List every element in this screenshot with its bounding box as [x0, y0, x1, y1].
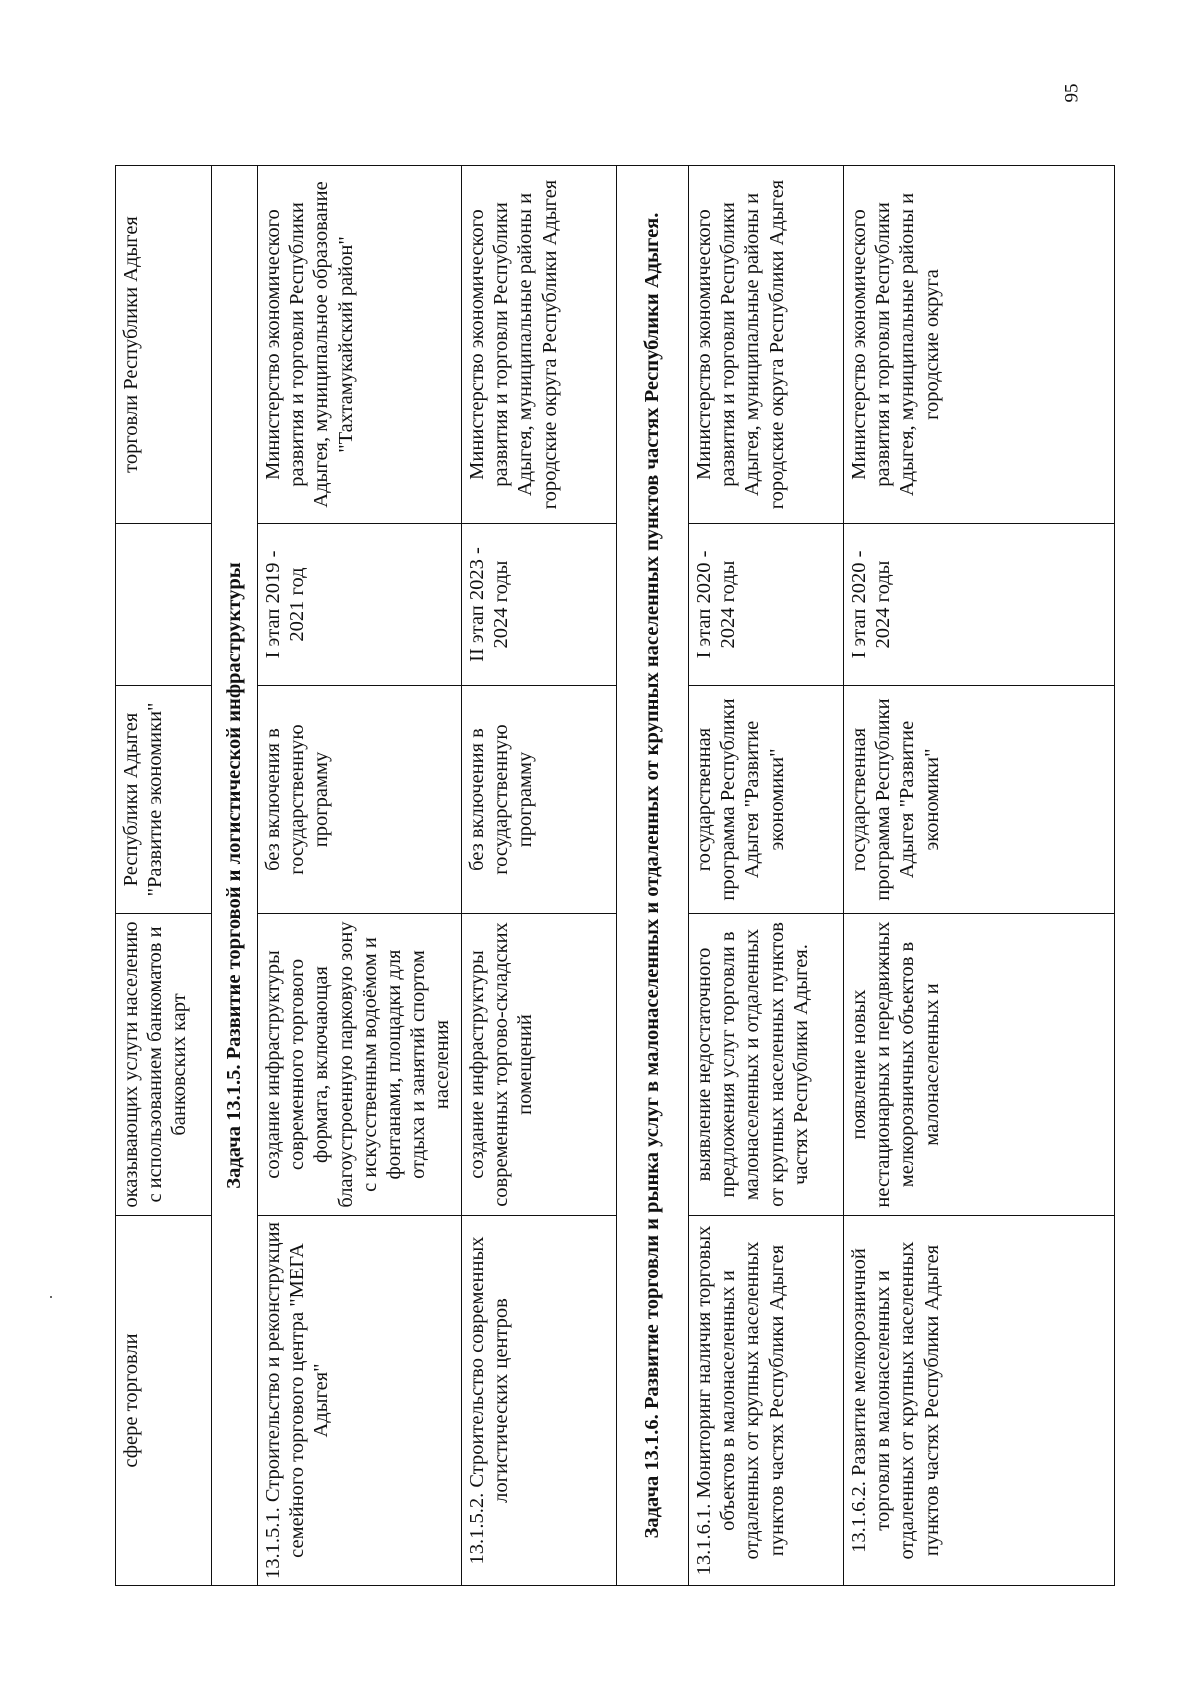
cell-program: Республики Адыгея "Развитие экономики": [116, 686, 212, 914]
cell-responsible: Министерство экономического развития и торговли Республики Адыгея, муниципальные районы и городские округа Республики Адыгея: [462, 166, 617, 524]
cell-program: государственная программа Республики Адыгея "Развитие экономики": [844, 686, 1115, 914]
table-row: [689, 166, 844, 1586]
table-row: [258, 166, 462, 1586]
cell-measure: сфере торговли: [116, 1216, 212, 1586]
cell-result: создание инфраструктуры современных торгово-складских помещений: [462, 914, 617, 1216]
cell-period: I этап 2020 - 2024 годы: [689, 524, 844, 686]
table-row: [844, 166, 1115, 1586]
cell-result: выявление недостаточного предложения услуг торговли в малонаселенных и отдаленных от крупных населенных пунктов частях Республики Адыгея.: [689, 914, 844, 1216]
cell-period: II этап 2023 - 2024 годы: [462, 524, 617, 686]
page-number: 95: [1061, 83, 1083, 103]
cell-responsible: Министерство экономического развития и торговли Республики Адыгея, муниципальные районы и городские округа: [844, 166, 1115, 524]
task-row: [212, 166, 258, 1586]
cell-measure: 13.1.5.2. Строительство современных логистических центров: [462, 1216, 617, 1586]
task-heading-13-1-6: Задача 13.1.6. Развитие торговли и рынка услуг в малонаселенных и отдаленных от крупных населенных пунктов частях Республики Адыгея.: [617, 166, 689, 1586]
cell-measure: 13.1.6.1. Мониторинг наличия торговых объектов в малонаселенных и отдаленных от крупных населенных пунктов частях Республики Адыгея: [689, 1216, 844, 1586]
cell-responsible: Министерство экономического развития и торговли Республики Адыгея, муниципальные районы и городские округа Республики Адыгея: [689, 166, 844, 524]
cell-result: оказывающих услуги населению с использованием банкоматов и банковских карт: [116, 914, 212, 1216]
cell-measure: 13.1.6.2. Развитие мелкорозничной торговли в малонаселенных и отдаленных от крупных населенных пунктов частях Республики Адыгея: [844, 1216, 1115, 1586]
cell-period: I этап 2019 - 2021 год: [258, 524, 462, 686]
table-row: [116, 166, 212, 1586]
cell-program: без включения в государственную программу: [462, 686, 617, 914]
measures-table: [115, 165, 1115, 1586]
cell-responsible: торговли Республики Адыгея: [116, 166, 212, 524]
table-row: [462, 166, 617, 1586]
rotated-table-wrapper: [115, 166, 1115, 1586]
cell-period: [116, 524, 212, 686]
cell-program: без включения в государственную программу: [258, 686, 462, 914]
cell-responsible: Министерство экономического развития и торговли Республики Адыгея, муниципальное образование "Тахтамукайский район": [258, 166, 462, 524]
cell-result: появление новых нестационарных и передвижных мелкорозничных объектов в малонаселенных и: [844, 914, 1115, 1216]
task-heading-13-1-5: Задача 13.1.5. Развитие торговой и логистической инфраструктуры: [212, 166, 258, 1586]
task-row: [617, 166, 689, 1586]
cell-measure: 13.1.5.1. Строительство и реконструкция семейного торгового центра "МЕГА Адыгея": [258, 1216, 462, 1586]
cell-program: государственная программа Республики Адыгея "Развитие экономики": [689, 686, 844, 914]
scan-speck: [50, 1296, 52, 1298]
cell-result: создание инфраструктуры современного торгового формата, включающая благоустроенную парковую зону с искусственным водоёмом и фонтанами, площадки для отдыха и занятий спортом населения: [258, 914, 462, 1216]
cell-period: I этап 2020 - 2024 годы: [844, 524, 1115, 686]
